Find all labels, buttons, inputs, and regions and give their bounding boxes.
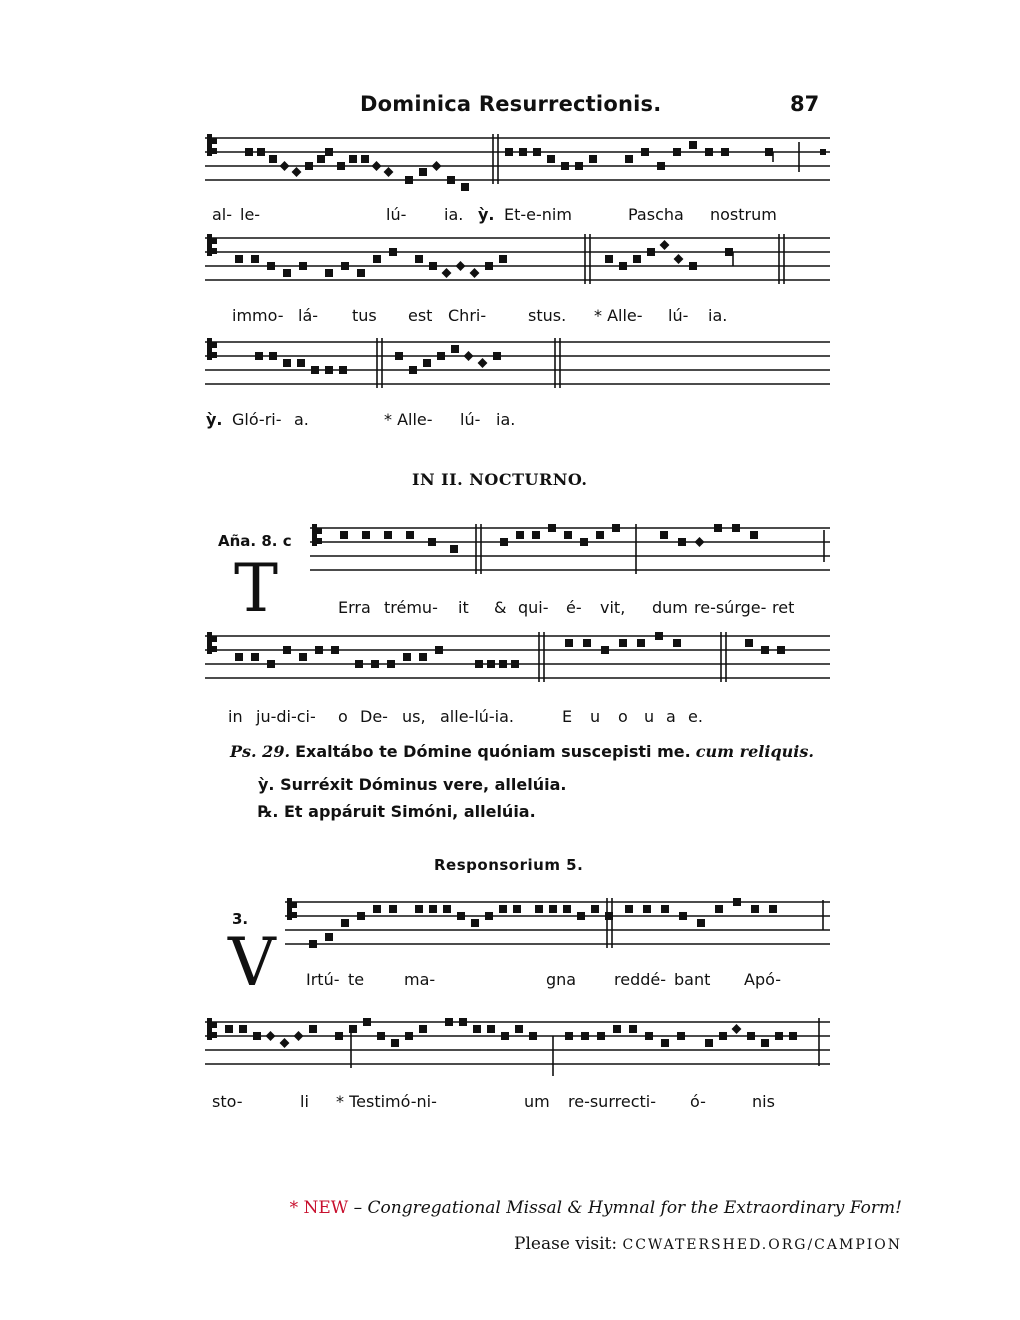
- versicle-line: ỳ. Surréxit Dóminus vere, allelúia.: [258, 775, 567, 794]
- syllable: trému-: [384, 598, 438, 617]
- syllable: e.: [688, 707, 703, 726]
- dropcap-t: T: [234, 550, 279, 627]
- syllable: reddé-: [614, 970, 666, 989]
- clef-mark: [207, 134, 212, 156]
- syllable: Apó-: [744, 970, 781, 989]
- syllable: ó-: [690, 1092, 706, 1111]
- syllable: * Testimó-ni-: [336, 1092, 437, 1111]
- syllable: dum: [652, 598, 688, 617]
- psalm-label: Ps. 29.: [230, 742, 291, 761]
- syllable: alle-lú-ia.: [440, 707, 515, 726]
- clef-mark: [287, 898, 292, 920]
- syllable: * Alle-: [594, 306, 643, 325]
- syllable: stus.: [528, 306, 567, 325]
- syllable: a.: [294, 410, 309, 429]
- syllable: est: [408, 306, 433, 325]
- clef-mark: [312, 524, 317, 546]
- syllable: nostrum: [710, 205, 777, 224]
- syllable: immo-: [232, 306, 284, 325]
- syllable: ma-: [404, 970, 436, 989]
- antiphon-lyrics-2: [0, 707, 1020, 729]
- psalm-tail: cum reliquis.: [695, 742, 814, 761]
- footer-star: *: [289, 1198, 299, 1218]
- syllable: lá-: [298, 306, 319, 325]
- syllable: Gló-ri-: [232, 410, 282, 429]
- syllable: ia.: [708, 306, 728, 325]
- syllable: lú-: [668, 306, 689, 325]
- syllable: vit,: [600, 598, 626, 617]
- syllable: é-: [566, 598, 582, 617]
- section-heading-nocturn: IN II. NOCTURNO.: [412, 470, 588, 489]
- syllable: al-: [212, 205, 233, 224]
- syllable: re-súrge-: [694, 598, 767, 617]
- syllable: ju-di-ci-: [256, 707, 316, 726]
- staff-system-5: [205, 630, 830, 692]
- footer-visit-label: Please visit:: [514, 1234, 618, 1254]
- syllable: le-: [240, 205, 261, 224]
- syllable: &: [494, 598, 507, 617]
- syllable: ia.: [496, 410, 516, 429]
- syllable: De-: [360, 707, 388, 726]
- staff-system-3: [205, 336, 830, 398]
- staff-system-2: [205, 232, 830, 294]
- staff-system-4: [310, 522, 830, 584]
- syllable: Pascha: [628, 205, 684, 224]
- syllable: te: [348, 970, 365, 989]
- responsory-lyrics-2: [0, 1092, 1020, 1114]
- syllable: lú-: [386, 205, 407, 224]
- psalm-line: [230, 742, 814, 761]
- lyrics-line-3: [0, 410, 1020, 432]
- footer-visit: [514, 1234, 902, 1254]
- syllable: bant: [674, 970, 711, 989]
- staff-system-1: [205, 132, 830, 194]
- footer-new-label: NEW: [303, 1198, 349, 1218]
- syllable: u: [644, 707, 655, 726]
- syllable: gna: [546, 970, 577, 989]
- psalm-text: Exaltábo te Dómine quóniam suscepisti me.: [295, 742, 691, 761]
- versicle-sign: ỳ.: [478, 205, 495, 224]
- syllable: re-surrecti-: [568, 1092, 656, 1111]
- lyrics-line-1: [0, 205, 1020, 227]
- clef-mark: [207, 338, 212, 360]
- syllable: qui-: [518, 598, 549, 617]
- footer-url-link[interactable]: CCWATERSHED.ORG/CAMPION: [622, 1237, 902, 1253]
- syllable: sto-: [212, 1092, 243, 1111]
- footer-tagline-text: – Congregational Missal & Hymnal for the Extraordinary Form!: [353, 1198, 902, 1218]
- syllable: o: [338, 707, 348, 726]
- antiphon-label: Aña. 8. c: [218, 532, 292, 550]
- antiphon-lyrics-1: [0, 598, 1020, 620]
- lyrics-line-2: [0, 306, 1020, 328]
- syllable: lú-: [460, 410, 481, 429]
- versicle-sign: ỳ.: [206, 410, 223, 429]
- syllable: tus: [352, 306, 377, 325]
- staff-system-7: [205, 1016, 830, 1078]
- responsory-number: 3.: [232, 910, 249, 928]
- dropcap-v: V: [228, 924, 276, 1001]
- syllable: Et-e-nim: [504, 205, 572, 224]
- syllable: E: [562, 707, 573, 726]
- syllable: Chri-: [448, 306, 487, 325]
- syllable: Irtú-: [306, 970, 340, 989]
- syllable: u: [590, 707, 601, 726]
- staff-system-6: [285, 896, 830, 958]
- syllable: in: [228, 707, 243, 726]
- page-title: Dominica Resurrectionis.: [360, 92, 662, 116]
- response-line: ℞. Et appáruit Simóni, allelúia.: [258, 802, 536, 821]
- syllable: nis: [752, 1092, 775, 1111]
- syllable: a: [666, 707, 676, 726]
- section-heading-responsory: Responsorium 5.: [434, 856, 584, 874]
- page-number: 87: [790, 92, 820, 116]
- syllable: * Alle-: [384, 410, 433, 429]
- syllable: o: [618, 707, 628, 726]
- clef-mark: [207, 1018, 212, 1040]
- syllable: li: [300, 1092, 309, 1111]
- syllable: it: [458, 598, 469, 617]
- footer-tagline: [290, 1198, 902, 1218]
- syllable: Erra: [338, 598, 371, 617]
- syllable: ret: [772, 598, 795, 617]
- syllable: us,: [402, 707, 426, 726]
- clef-mark: [207, 234, 212, 256]
- syllable: ia.: [444, 205, 464, 224]
- responsory-lyrics-1: [0, 970, 1020, 992]
- syllable: um: [524, 1092, 550, 1111]
- clef-mark: [207, 632, 212, 654]
